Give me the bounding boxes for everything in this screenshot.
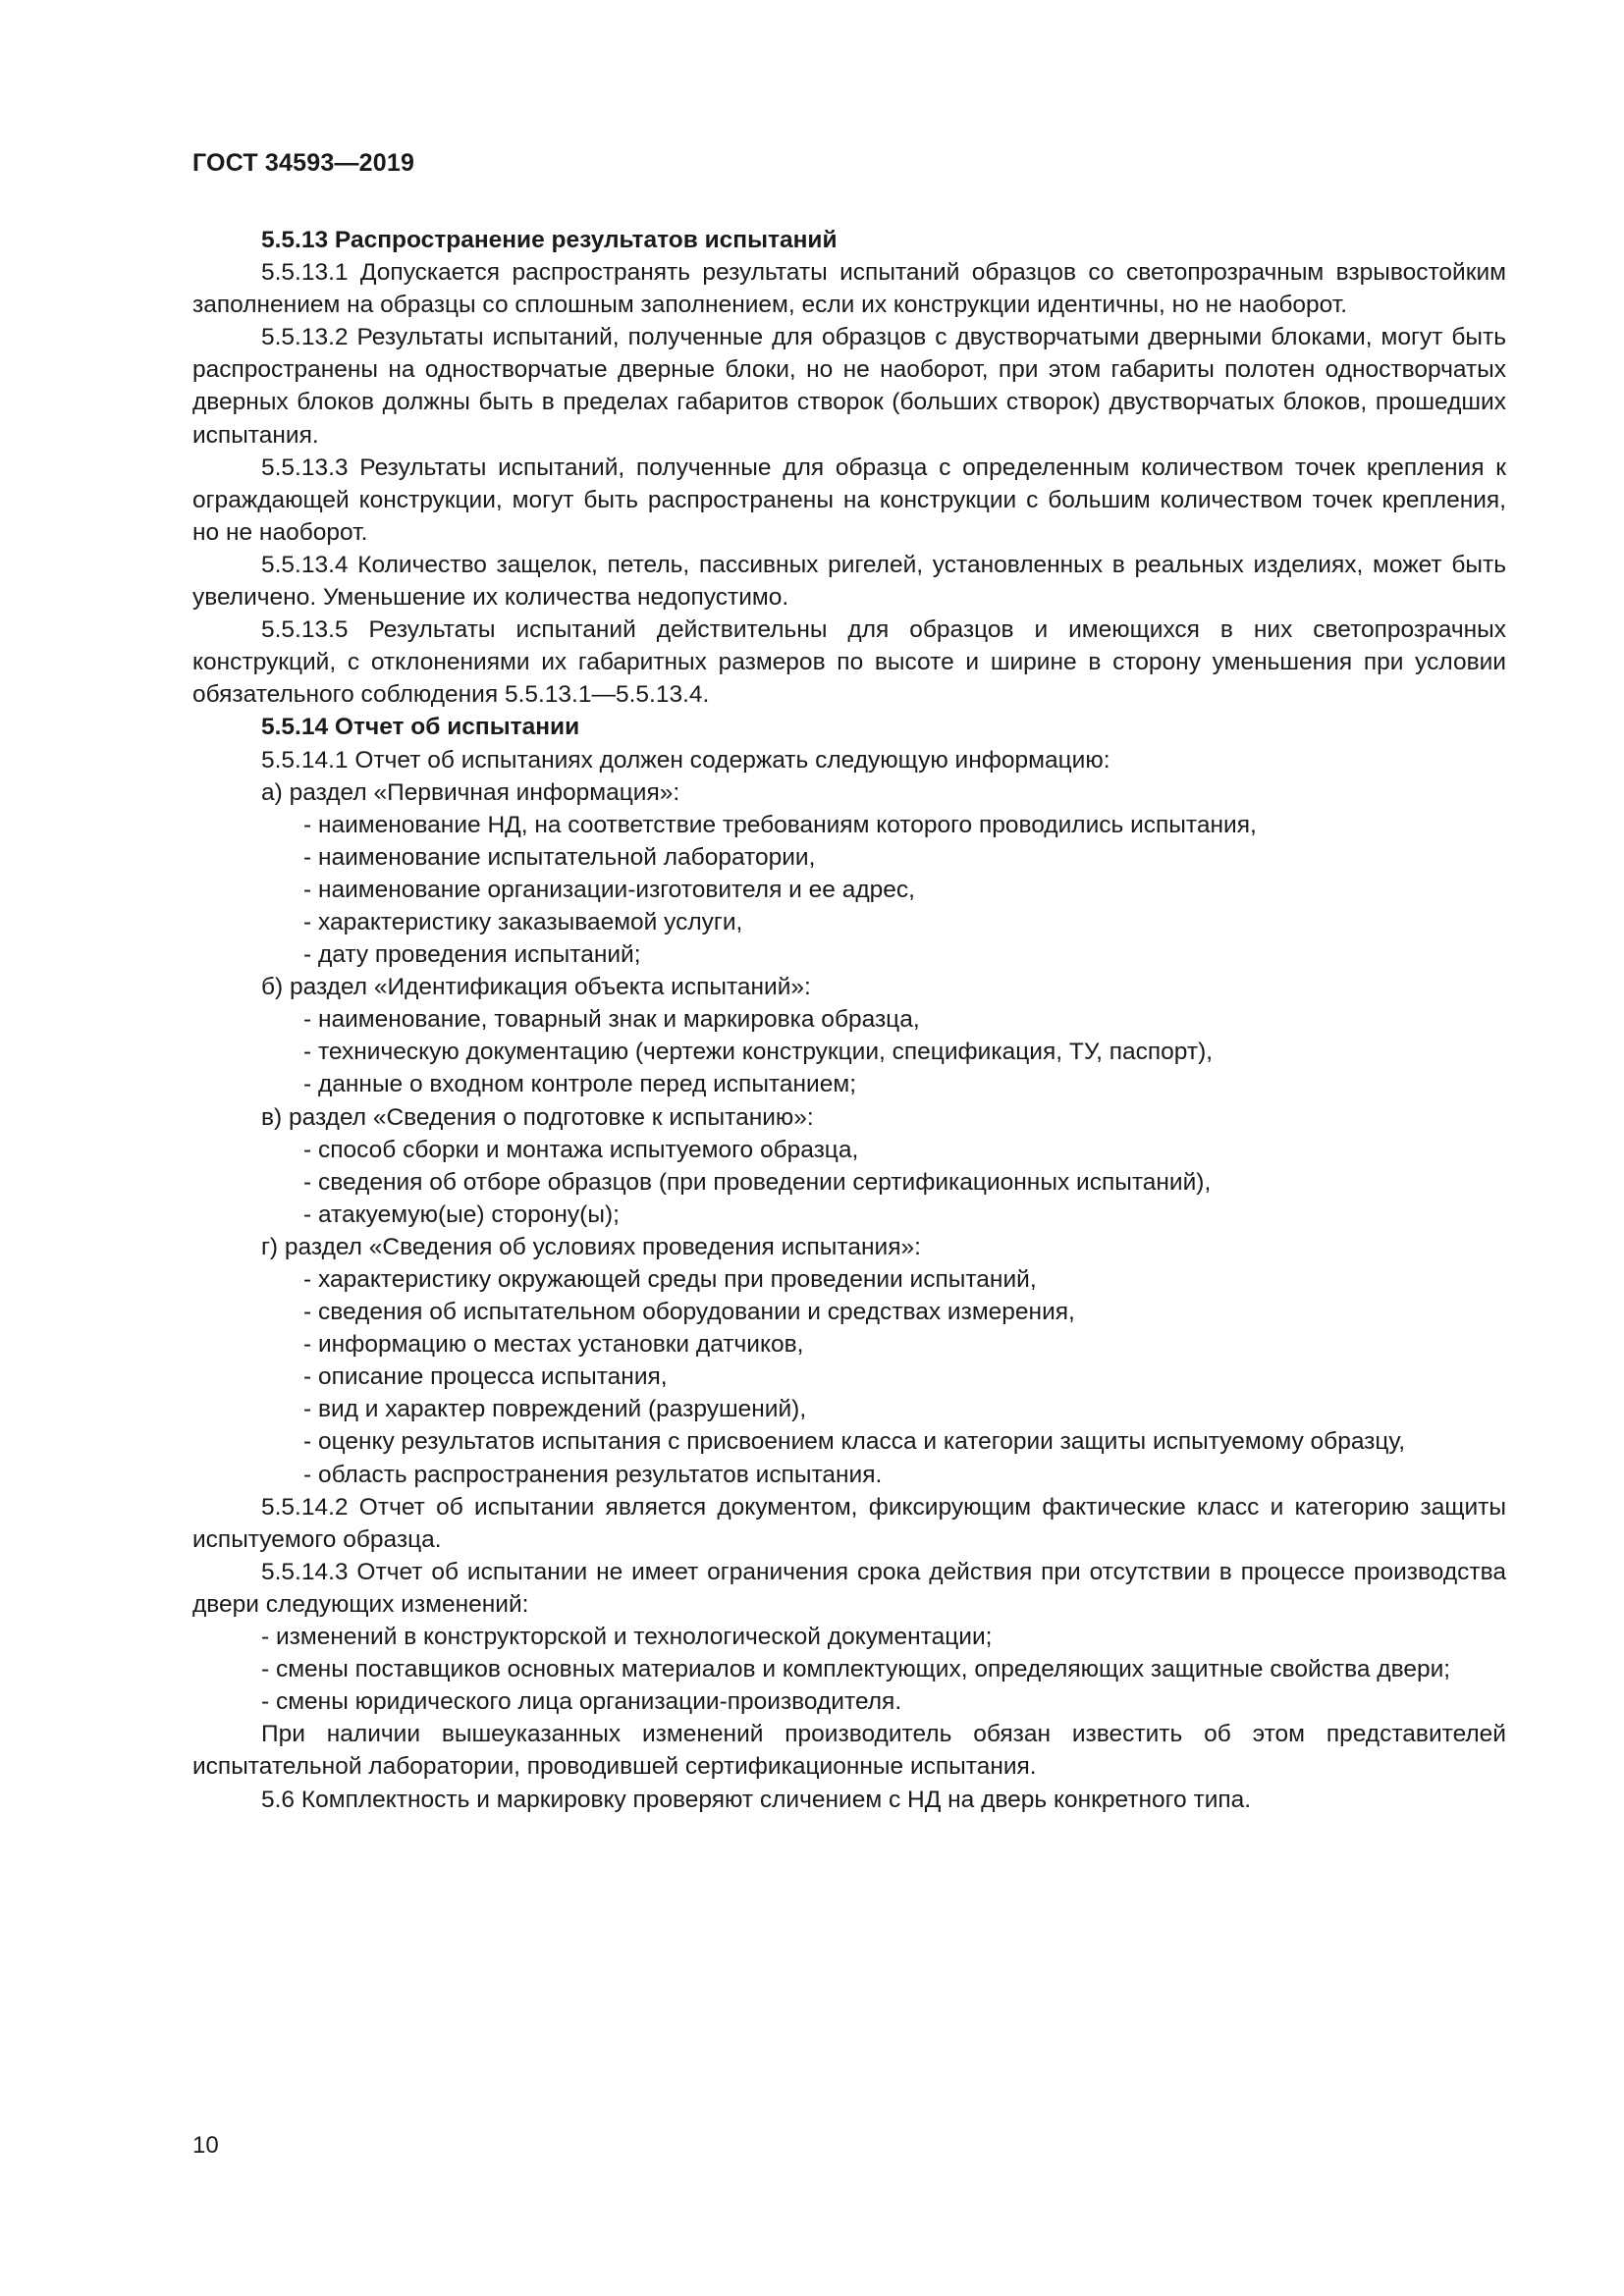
paragraph-5-5-14-2: 5.5.14.2 Отчет об испытании является документом, фиксирующим фактические класс и категорию защиты испытуемого образца. xyxy=(192,1493,1506,1553)
paragraph-5-5-13-4: 5.5.13.4 Количество защелок, петель, пассивных ригелей, установленных в реальных изделиях, может быть увеличено. Уменьшение их количества недопустимо. xyxy=(192,551,1506,612)
paragraph-5-6: 5.6 Комплектность и маркировку проверяют сличением с НД на дверь конкретного типа. xyxy=(261,1786,1252,1813)
list-item: - описание процесса испытания, xyxy=(303,1363,668,1391)
paragraph-5-5-14-3: 5.5.14.3 Отчет об испытании не имеет ограничения срока действия при отсутствии в процессе производства двери следующих изменений: xyxy=(192,1558,1506,1618)
list-item-long: - оценку результатов испытания с присвоением класса и категории защиты испытуемому образцу, xyxy=(303,1428,1406,1456)
paragraph-5-5-13-3: 5.5.13.3 Результаты испытаний, полученные для образца с определенным количеством точек крепления к ограждающей конструкции, могут быть распространены на конструкции с большим количеством точек крепления, но не наоборот. xyxy=(192,454,1506,546)
list-item: - сведения об отборе образцов (при проведении сертификационных испытаний), xyxy=(303,1168,1212,1196)
page-number: 10 xyxy=(192,2132,219,2159)
list-item: - наименование, товарный знак и маркировка образца, xyxy=(303,1006,920,1034)
list-section-v-title: в) раздел «Сведения о подготовке к испытанию»: xyxy=(261,1103,814,1131)
section-heading-5-5-14: 5.5.14 Отчет об испытании xyxy=(261,714,580,741)
list-item: - характеристику заказываемой услуги, xyxy=(303,908,743,935)
list-item: - техническую документацию (чертежи конструкции, спецификация, ТУ, паспорт), xyxy=(303,1039,1214,1066)
list-item: - данные о входном контроле перед испытанием; xyxy=(303,1071,856,1098)
document-header: ГОСТ 34593—2019 xyxy=(192,149,415,177)
list-section-a-title: а) раздел «Первичная информация»: xyxy=(261,778,680,806)
list-item: - наименование организации-изготовителя и ее адрес, xyxy=(303,876,915,903)
paragraph-5-5-14-1: 5.5.14.1 Отчет об испытаниях должен содержать следующую информацию: xyxy=(261,746,1110,774)
change-item: - изменений в конструкторской и технологической документации; xyxy=(261,1624,993,1651)
list-item: - наименование НД, на соответствие требованиям которого проводились испытания, xyxy=(303,811,1257,838)
list-item: - атакуемую(ые) сторону(ы); xyxy=(303,1201,620,1228)
list-section-g-title: г) раздел «Сведения об условиях проведения испытания»: xyxy=(261,1233,921,1260)
section-heading-5-5-13: 5.5.13 Распространение результатов испытаний xyxy=(261,227,838,253)
list-item: - способ сборки и монтажа испытуемого образца, xyxy=(303,1136,859,1163)
paragraph-5-5-13-2: 5.5.13.2 Результаты испытаний, полученные для образцов с двустворчатыми дверными блоками, могут быть распространены на одностворчатые дверные блоки, но не наоборот, при этом габариты полотен одностворчатых дверных блоков должны быть в пределах габаритов створок (больших створок) двустворчатых блоков, прошедших испытания. xyxy=(192,324,1506,449)
paragraph-5-5-13-5: 5.5.13.5 Результаты испытаний действительны для образцов и имеющихся в них светопрозрачных конструкций, с отклонениями их габаритных размеров по высоте и ширине в сторону уменьшения при условии обязательного соблюдения 5.5.13.1—5.5.13.4. xyxy=(192,616,1506,709)
change-item: - смены поставщиков основных материалов и комплектующих, определяющих защитные свойства двери; xyxy=(261,1656,1451,1683)
change-item: - смены юридического лица организации-производителя. xyxy=(261,1688,902,1716)
list-item: - вид и характер повреждений (разрушений), xyxy=(303,1396,807,1423)
list-item: - сведения об испытательном оборудовании и средствах измерения, xyxy=(303,1299,1075,1326)
paragraph-5-5-13-1: 5.5.13.1 Допускается распространять результаты испытаний образцов со светопрозрачным взрывостойким заполнением на образцы со сплошным заполнением, если их конструкции идентичны, но не наоборот. xyxy=(192,259,1506,319)
list-item: - наименование испытательной лаборатории, xyxy=(303,843,816,871)
document-body xyxy=(192,224,1506,1816)
list-item: - характеристику окружающей среды при проведении испытаний, xyxy=(303,1266,1037,1293)
paragraph-notification: При наличии вышеуказанных изменений производитель обязан известить об этом представителей испытательной лаборатории, проводившей сертификационные испытания. xyxy=(192,1721,1506,1781)
list-section-b-title: б) раздел «Идентификация объекта испытаний»: xyxy=(261,974,811,1001)
list-item: - информацию о местах установки датчиков, xyxy=(303,1331,804,1359)
list-item: - дату проведения испытаний; xyxy=(303,941,641,969)
list-item: - область распространения результатов испытания. xyxy=(303,1461,883,1488)
